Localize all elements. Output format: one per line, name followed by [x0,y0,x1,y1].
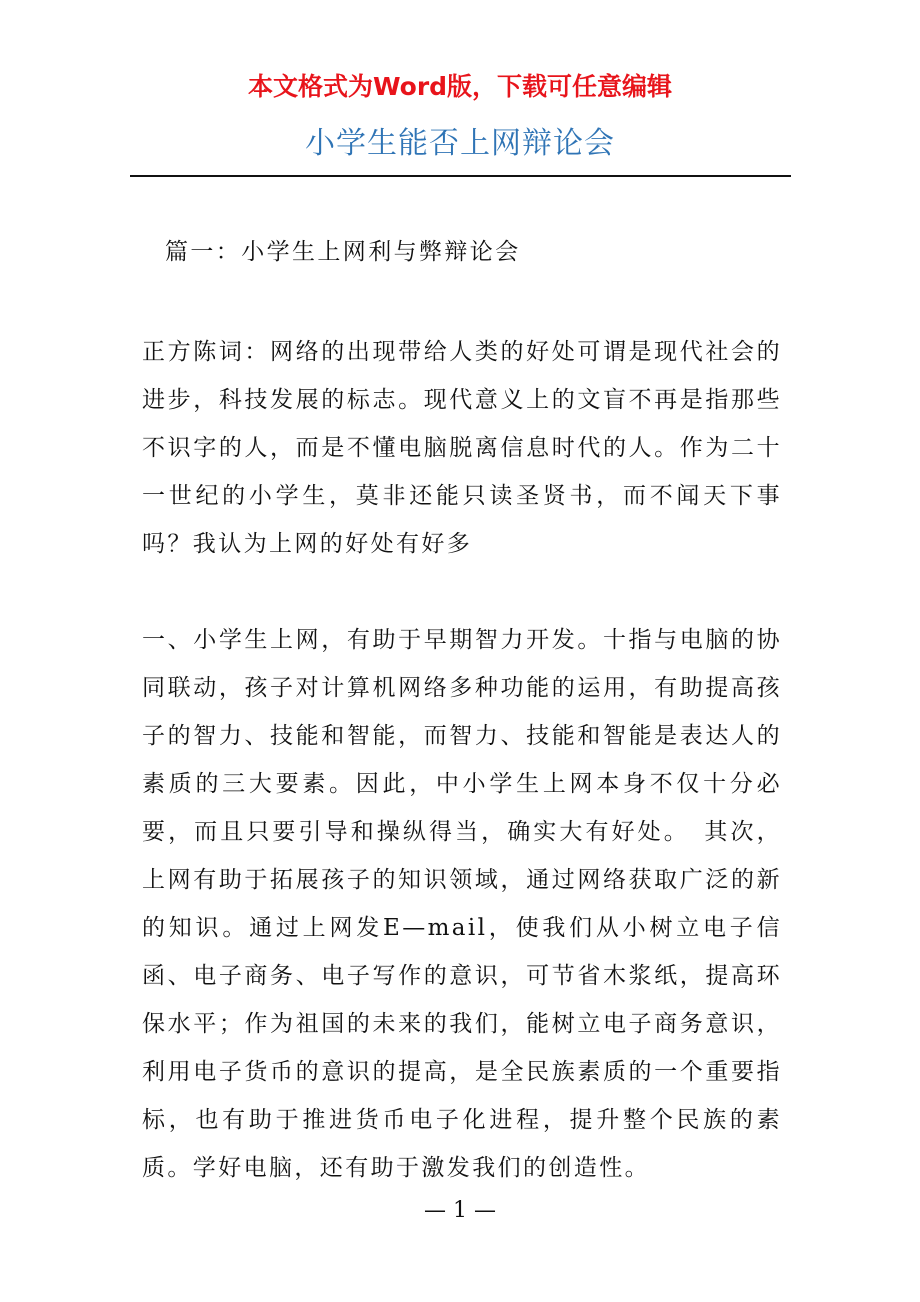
section-heading: 篇一：小学生上网利与弊辩论会 [165,239,521,265]
format-banner: 本文格式为Word版，下载可任意编辑 [247,72,673,101]
paragraph-opening-statement: 正方陈词：网络的出现带给人类的好处可谓是现代社会的进步，科技发展的标志。现代意义上的文盲不再是指那些不识字的人，而是不懂电脑脱离信息时代的人。作为二十一世纪的小学生，莫非还能只读圣贤书，而不闻天下事吗？我认为上网的好处有好多 [142,339,782,557]
page-number: — 1 — [424,1198,496,1223]
document-title: 小学生能否上网辩论会 [305,126,615,161]
paragraph-point-one: 一、小学生上网，有助于早期智力开发。十指与电脑的协同联动，孩子对计算机网络多种功能的运用，有助提高孩子的智力、技能和智能，而智力、技能和智能是表达人的素质的三大要素。因此，中小学生上网本身不仅十分必要，而且只要引导和操纵得当，确实大有好处。 其次，上网有助于拓展孩子的知识领域，通过网络获取广泛的新的知识。通过上网发E—mail，使我们从小树立电子信函、电子商务、电子写作的意识，可节省木浆纸，提高环保水平；作为祖国的未来的我们，能树立电子商务意识，利用电子货币的意识的提高，是全民族素质的一个重要指标，也有助于推进货币电子化进程，提升整个民族的素质。学好电脑，还有助于激发我们的创造性。 [142,627,782,1181]
title-divider [130,175,791,177]
